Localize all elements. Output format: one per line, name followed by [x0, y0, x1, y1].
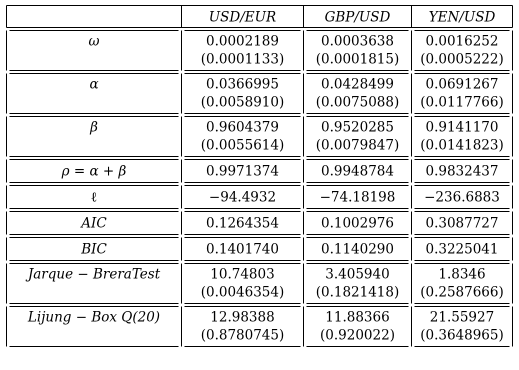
standard-error-value: (0.8780745) [200, 327, 285, 344]
estimate-value: 0.9520285 [320, 119, 395, 136]
estimate-value: 0.9141170 [425, 119, 499, 136]
estimate-value: −94.4932 [208, 189, 277, 206]
row-label: α [89, 76, 99, 93]
standard-error-value: (0.0079847) [315, 137, 400, 154]
estimate-value: −236.6883 [424, 189, 500, 206]
standard-error-value: (0.920022) [320, 327, 395, 344]
estimate-value: 0.9948784 [320, 163, 395, 180]
row-label: BIC [81, 241, 107, 258]
column-header-3: YEN/USD [428, 9, 496, 26]
row-label: ω [88, 33, 100, 50]
standard-error-value: (0.1821418) [315, 284, 400, 301]
standard-error-value: (0.0005222) [420, 51, 504, 68]
row-label: ρ = α + β [61, 163, 127, 180]
estimate-value: 0.9604379 [205, 119, 280, 136]
estimate-value: 21.55927 [429, 309, 495, 326]
estimate-value: 0.1264354 [205, 215, 280, 232]
estimate-value: 0.3087727 [425, 215, 499, 232]
estimation-results-table [6, 5, 513, 365]
estimate-value: 0.0691267 [425, 76, 499, 93]
standard-error-value: (0.0001133) [200, 51, 285, 68]
estimate-value: −74.18198 [319, 189, 396, 206]
estimate-value: 0.0428499 [320, 76, 395, 93]
column-header-1: USD/EUR [208, 9, 277, 26]
estimate-value: 11.88366 [325, 309, 390, 326]
standard-error-value: (0.2587666) [420, 284, 504, 301]
standard-error-value: (0.0058910) [200, 94, 285, 111]
estimate-value: 0.1002976 [320, 215, 395, 232]
estimate-value: 0.1140290 [320, 241, 395, 258]
estimate-value: 1.8346 [438, 266, 486, 283]
estimate-value: 3.405940 [325, 266, 390, 283]
estimate-value: 0.0002189 [205, 33, 280, 50]
row-label: AIC [81, 215, 107, 232]
estimate-value: 0.9832437 [425, 163, 499, 180]
standard-error-value: (0.0001815) [315, 51, 400, 68]
row-label: Lijung − Box Q(20) [27, 309, 161, 326]
row-label: β [90, 119, 98, 136]
estimate-value: 0.9971374 [205, 163, 280, 180]
estimate-value: 0.0366995 [205, 76, 280, 93]
estimate-value: 10.74803 [210, 266, 275, 283]
column-header-2: GBP/USD [324, 9, 391, 26]
row-label: ℓ [90, 189, 98, 206]
estimate-value: 0.3225041 [425, 241, 499, 258]
standard-error-value: (0.0075088) [315, 94, 400, 111]
table-grid [6, 5, 513, 365]
estimate-value: 12.98388 [210, 309, 275, 326]
estimate-value: 0.1401740 [205, 241, 280, 258]
standard-error-value: (0.0046354) [200, 284, 285, 301]
row-label: Jarque − BreraTest [27, 266, 161, 283]
standard-error-value: (0.0117766) [420, 94, 504, 111]
standard-error-value: (0.0141823) [420, 137, 504, 154]
standard-error-value: (0.3648965) [420, 327, 504, 344]
estimate-value: 0.0003638 [320, 33, 395, 50]
standard-error-value: (0.0055614) [200, 137, 285, 154]
estimate-value: 0.0016252 [425, 33, 499, 50]
